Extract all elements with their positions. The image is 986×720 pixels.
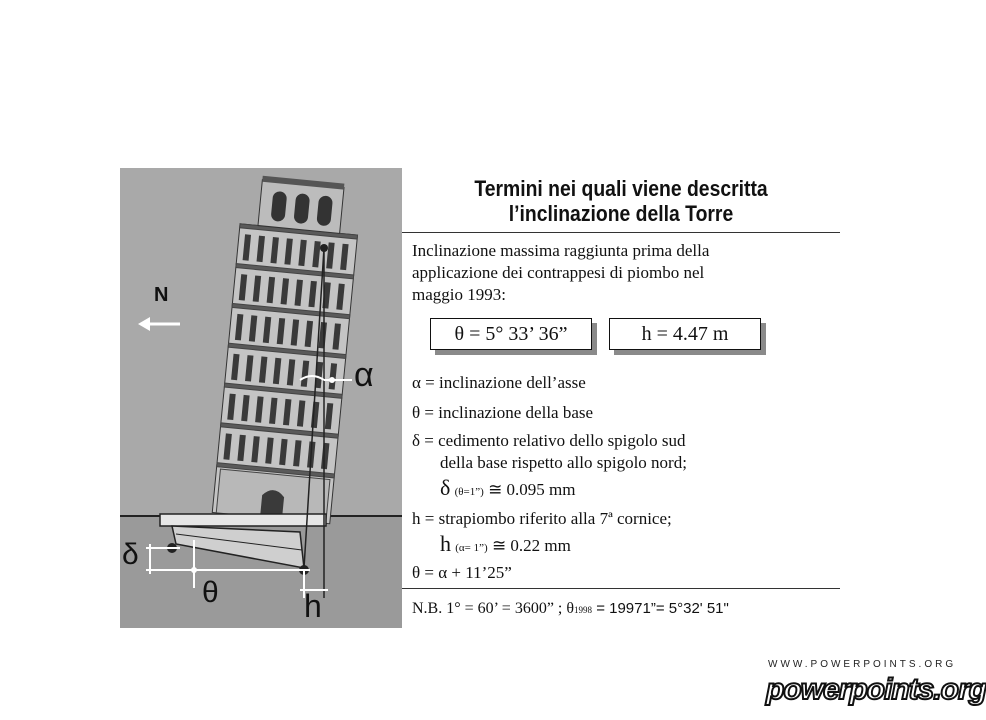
panel-title [428,176,813,226]
title-line-2: l’inclinazione della Torre [508,201,734,226]
nb-subscript: 1998 [574,605,593,615]
tower-body [212,174,362,524]
title-line-1: Termini nei quali viene descritta [474,176,768,201]
h-condition: (α= 1”) [455,542,488,554]
text-panel [402,168,840,628]
intro-line-2: applicazione dei contrappesi di piombo nel [412,263,705,282]
intro-line-1: Inclinazione massima raggiunta prima della [412,241,710,260]
def-h-1: h = strapiombo riferito alla 7ª cornice; [412,509,672,528]
nb-prefix: N.B. 1° = 60’ = 3600” ; θ [412,600,575,617]
h-value: ≅ 0.22 mm [491,536,571,555]
tower-photo [120,168,402,628]
def-delta-2: della base rispetto allo spigolo nord; [440,453,687,472]
h-value-box: h = 4.47 m [609,318,761,350]
logo-wordmark: powerpoints.org [766,673,986,706]
alpha-label: α [354,356,374,394]
nb-divider [402,588,840,589]
delta-label: δ [122,538,139,571]
def-alpha: α = inclinazione dell’asse [412,373,586,392]
delta-value: ≅ 0.095 mm [488,480,576,499]
theta-value-box: θ = 5° 33’ 36” [430,318,592,350]
tower-illustration [120,168,402,628]
north-arrow-icon [138,317,180,331]
h-label: h [304,588,322,624]
nb-note [412,600,729,618]
title-divider [402,232,840,233]
delta-condition: (θ=1”) [454,486,484,498]
theta-point [191,567,197,573]
north-label: N [154,284,169,306]
delta-symbol: δ [440,475,451,500]
theta-label: θ [202,576,219,609]
h-symbol: h [440,531,451,556]
def-delta-3 [440,475,576,501]
pisa-tower-figure [120,168,840,628]
logo-url: WWW.POWERPOINTS.ORG [768,659,957,670]
alpha-point [329,377,335,383]
top-point [320,244,328,252]
intro-line-3: maggio 1993: [412,285,506,304]
def-h-2 [440,531,571,557]
def-relation: θ = α + 11’25” [412,563,512,582]
nb-suffix: = 19971”= 5°32' 51" [592,600,729,617]
def-theta: θ = inclinazione della base [412,403,594,422]
def-delta-1: δ = cedimento relativo dello spigolo sud [412,431,686,450]
